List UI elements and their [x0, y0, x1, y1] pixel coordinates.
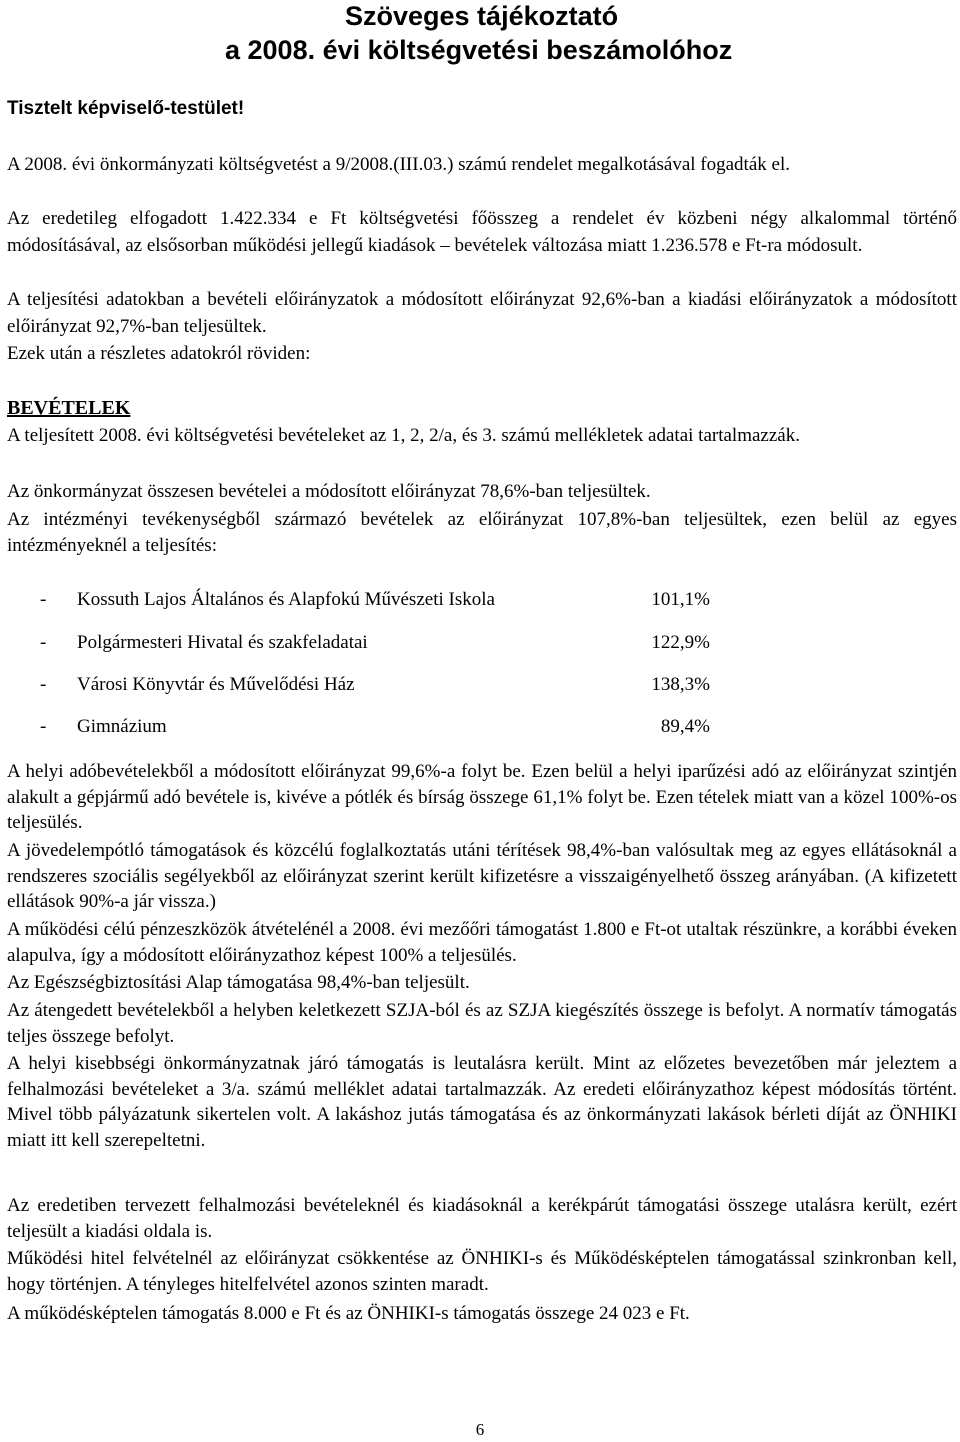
list-item [40, 589, 740, 613]
intro-paragraph-3: A teljesítési adatokban a bevételi előirányzatok a módosított előirányzat 92,6%-ban a kiadási előirányzatok a módosított előirányzat 92,7%-ban teljesültek. [7, 289, 957, 337]
institution-name: Polgármesteri Hivatal és szakfeladatai [77, 632, 368, 653]
body-paragraph-9: A működésképtelen támogatás 8.000 e Ft és az ÖNHIKI-s támogatás összege 24 023 e Ft. [7, 1303, 690, 1324]
page-number: 6 [475, 1420, 485, 1439]
body-paragraph-7: Az eredetiben tervezett felhalmozási bevételeknél és kiadásoknál a kerékpárút támogatási összege utalásra került, ezért teljesült a kiadási oldala is. [7, 1195, 957, 1242]
body-paragraph-2: A jövedelempótló támogatások és közcélú foglalkoztatás utáni térítések 98,4%-ban valósultak meg az egyes ellátásoknál a rendszeres szociális segélyekből az előirányzat szerint került kifizetésre a visszaigényelhető összeg arányában. (A kifizetett ellátások 90%-a jár vissza.) [7, 840, 957, 912]
list-item [40, 716, 740, 740]
list-dash: - [40, 674, 47, 695]
institution-percent: 89,4% [660, 716, 710, 737]
institution-percent: 122,9% [651, 632, 710, 653]
list-dash: - [40, 632, 47, 653]
body-paragraph-5: Az átengedett bevételekből a helyben keletkezett SZJA-ból és az SZJA kiegészítés összege is befolyt. A normatív támogatás teljes összege befolyt. [7, 1000, 957, 1047]
section-paragraph-2: Az önkormányzat összesen bevételei a módosított előirányzat 78,6%-ban teljesültek. [7, 481, 651, 502]
list-item [40, 674, 740, 698]
body-paragraph-8: Működési hitel felvételnél az előirányzat csökkentése az ÖNHIKI-s és Működésképtelen támogatással szinkronban kell, hogy történjen. A tényleges hitelfelvétel azonos szinten maradt. [7, 1248, 957, 1295]
section-paragraph-1: A teljesített 2008. évi költségvetési bevételeket az 1, 2, 2/a, és 3. számú mellékletek adatai tartalmazzák. [7, 425, 800, 446]
institution-percent: 138,3% [651, 674, 710, 695]
list-dash: - [40, 589, 47, 610]
intro-paragraph-1: A 2008. évi önkormányzati költségvetést a 9/2008.(III.03.) számú rendelet megalkotásával fogadták el. [7, 154, 790, 175]
section-paragraph-3: Az intézményi tevékenységből származó bevételek az előirányzat 107,8%-ban teljesültek, ezen belül az egyes intézményeknél a teljesítés: [7, 509, 957, 556]
institution-name: Gimnázium [77, 716, 167, 737]
institution-percent: 101,1% [651, 589, 710, 610]
intro-paragraph-2: Az eredetileg elfogadott 1.422.334 e Ft költségvetési főösszeg a rendelet év közbeni négy alkalommal történő módosításával, az elsősorban működési jellegű kiadások – bevételek változása miatt 1.236.578 e Ft-ra módosult. [7, 208, 957, 256]
salutation: Tisztelt képviselő-testület! [7, 98, 245, 119]
intro-paragraph-4: Ezek után a részletes adatokról röviden: [7, 343, 311, 364]
body-paragraph-4: Az Egészségbiztosítási Alap támogatása 98,4%-ban teljesült. [7, 972, 470, 993]
body-paragraph-6: A helyi kisebbségi önkormányzatnak járó támogatás is leutalásra került. Mint az előzetes bevezetőben már jeleztem a felhalmozási bevételeket a 3/a. számú melléklet adatai tartalmazzák. Az eredeti előirányzathoz képest módosítás történt. Mivel több pályázatunk sikertelen volt. A lakáshoz jutás támogatása és az önkormányzati lakások bérleti díját az ÖNHIKI miatt itt kell szerepeltetni. [7, 1053, 957, 1151]
institution-name: Városi Könyvtár és Művelődési Ház [77, 674, 355, 695]
document-title-line1: Szöveges tájékoztató [345, 1, 619, 31]
section-heading: BEVÉTELEK [7, 397, 131, 419]
body-paragraph-1: A helyi adóbevételekből a módosított előirányzat 99,6%-a folyt be. Ezen belül a helyi iparűzési adó az előirányzat szintjén alakult a gépjármű adó bevétele is, kivéve a pótlék és bírság összege 61,1% folyt be. Ezen tételek miatt van a közel 100%-os teljesülés. [7, 761, 957, 833]
institution-name: Kossuth Lajos Általános és Alapfokú Művészeti Iskola [77, 589, 495, 610]
document-title-line2: a 2008. évi költségvetési beszámolóhoz [225, 35, 733, 65]
list-item [40, 632, 740, 656]
list-dash: - [40, 716, 47, 737]
body-paragraph-3: A működési célú pénzeszközök átvételénél a 2008. évi mezőőri támogatást 1.800 e Ft-ot utaltak részünkre, a korábbi éveken alapulva, így a módosított előirányzathoz képest 100% a teljesülés. [7, 919, 957, 966]
